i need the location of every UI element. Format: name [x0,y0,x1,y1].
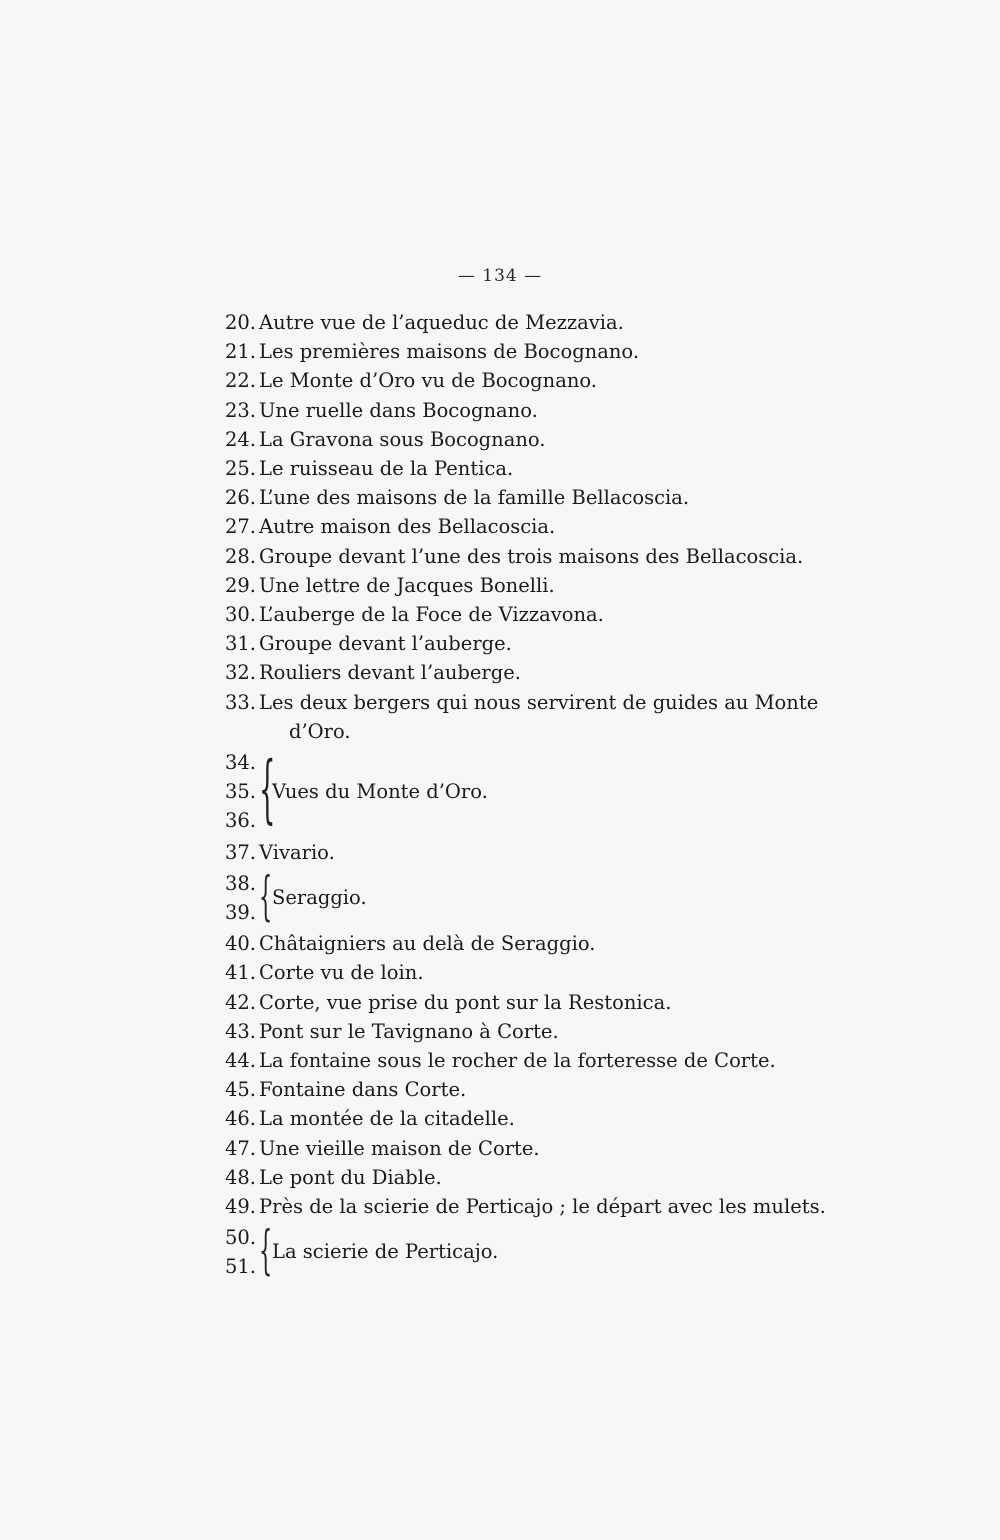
item-number: 32. [224,661,256,685]
item-number: 20. [224,311,256,334]
item-text: Une vieille maison de Corte. [259,1136,540,1160]
item-text: Autre vue de l’aqueduc de Mezzavia. [259,311,624,334]
page-number: — 134 — [457,266,543,286]
item-text: Vivario. [259,841,335,865]
list-item [210,658,810,687]
item-number: 40. [224,932,256,956]
item-text: Le pont du Diable. [259,1165,442,1189]
item-number: 35. [224,780,256,804]
item-number: 48. [224,1165,256,1189]
item-number: 47. [224,1136,256,1160]
item-text: Groupe devant l’une des trois maisons des Bellacoscia. [259,544,804,568]
brace-icon: { [259,746,276,833]
item-number: 23. [224,398,256,422]
list-item [210,337,810,366]
item-text: Une ruelle dans Bocognano. [259,398,538,422]
item-number: 39. [224,901,256,925]
list-item [210,688,819,717]
list-item [210,988,810,1017]
item-number: 31. [224,632,256,656]
item-text: Près de la scierie de Perticajo ; le départ avec les mulets. [259,1195,826,1219]
item-number: 27. [224,515,256,539]
item-number: 45. [224,1078,256,1102]
item-text: Groupe devant l’auberge. [259,632,512,656]
list-item [210,542,810,571]
list-item [210,425,810,454]
group-text: La scierie de Perticajo. [272,1240,499,1264]
list-item [210,1134,810,1163]
item-text: L’une des maisons de la famille Bellacoscia. [259,486,690,510]
plate-list [210,308,826,1283]
list-item [210,1017,810,1046]
list-item [210,929,810,958]
item-text: Corte vu de loin. [259,961,424,985]
item-number: 50. [224,1226,256,1250]
item-number: 41. [224,961,256,985]
item-text: Châtaigniers au delà de Seraggio. [259,932,596,956]
item-number: 22. [224,369,256,393]
item-number: 29. [224,573,256,597]
item-continuation: d’Oro. [289,719,351,743]
item-number: 49. [224,1195,256,1219]
item-text: Les premières maisons de Bocognano. [259,340,640,364]
item-number: 43. [224,1019,256,1043]
item-number: 21. [224,340,256,364]
grouped-items-38-39 [210,869,810,927]
item-text: L’auberge de la Foce de Vizzavona. [259,603,604,627]
item-text: Fontaine dans Corte. [259,1078,467,1102]
brace-icon: { [259,867,273,928]
list-item [210,1104,810,1133]
brace-icon: { [259,1221,273,1282]
list-item [210,629,810,658]
item-number: 42. [224,990,256,1014]
item-text: La montée de la citadelle. [259,1107,515,1131]
item-number: 26. [224,486,256,510]
list-item [210,396,810,425]
item-text: Corte, vue prise du pont sur la Restonica. [259,990,672,1014]
list-item [210,366,810,395]
list-item [210,571,810,600]
item-text: Le ruisseau de la Pentica. [259,457,514,481]
item-number: 33. [224,690,256,714]
list-item [210,838,810,867]
item-text: Pont sur le Tavignano à Corte. [259,1019,559,1043]
list-item [210,454,810,483]
list-item [210,958,810,987]
item-number: 34. [224,751,256,775]
group-text: Vues du Monte d’Oro. [272,780,488,804]
grouped-items-50-51 [210,1223,810,1281]
list-item [210,1163,810,1192]
item-text: Les deux bergers qui nous servirent de guides au Monte [259,690,819,714]
item-text: La fontaine sous le rocher de la forteresse de Corte. [259,1049,776,1073]
list-item [210,600,810,629]
item-number: 51. [224,1255,256,1279]
list-item [210,1192,826,1221]
item-text: Autre maison des Bellacoscia. [259,515,556,539]
list-item [210,483,810,512]
group-text: Seraggio. [272,886,367,910]
item-number: 36. [224,809,256,833]
item-number: 24. [224,427,256,451]
item-text: Une lettre de Jacques Bonelli. [259,573,555,597]
item-number: 30. [224,603,256,627]
item-number: 46. [224,1107,256,1131]
list-item [210,512,810,541]
item-number: 25. [224,457,256,481]
grouped-items-34-36 [210,748,810,836]
list-item [210,308,810,337]
item-text: Le Monte d’Oro vu de Bocognano. [259,369,598,393]
list-item [210,1046,810,1075]
item-number: 37. [224,841,256,865]
list-item [210,1075,810,1104]
item-number: 44. [224,1049,256,1073]
item-text: Rouliers devant l’auberge. [259,661,521,685]
item-number: 38. [224,872,256,896]
item-text: La Gravona sous Bocognano. [259,427,546,451]
item-number: 28. [224,544,256,568]
